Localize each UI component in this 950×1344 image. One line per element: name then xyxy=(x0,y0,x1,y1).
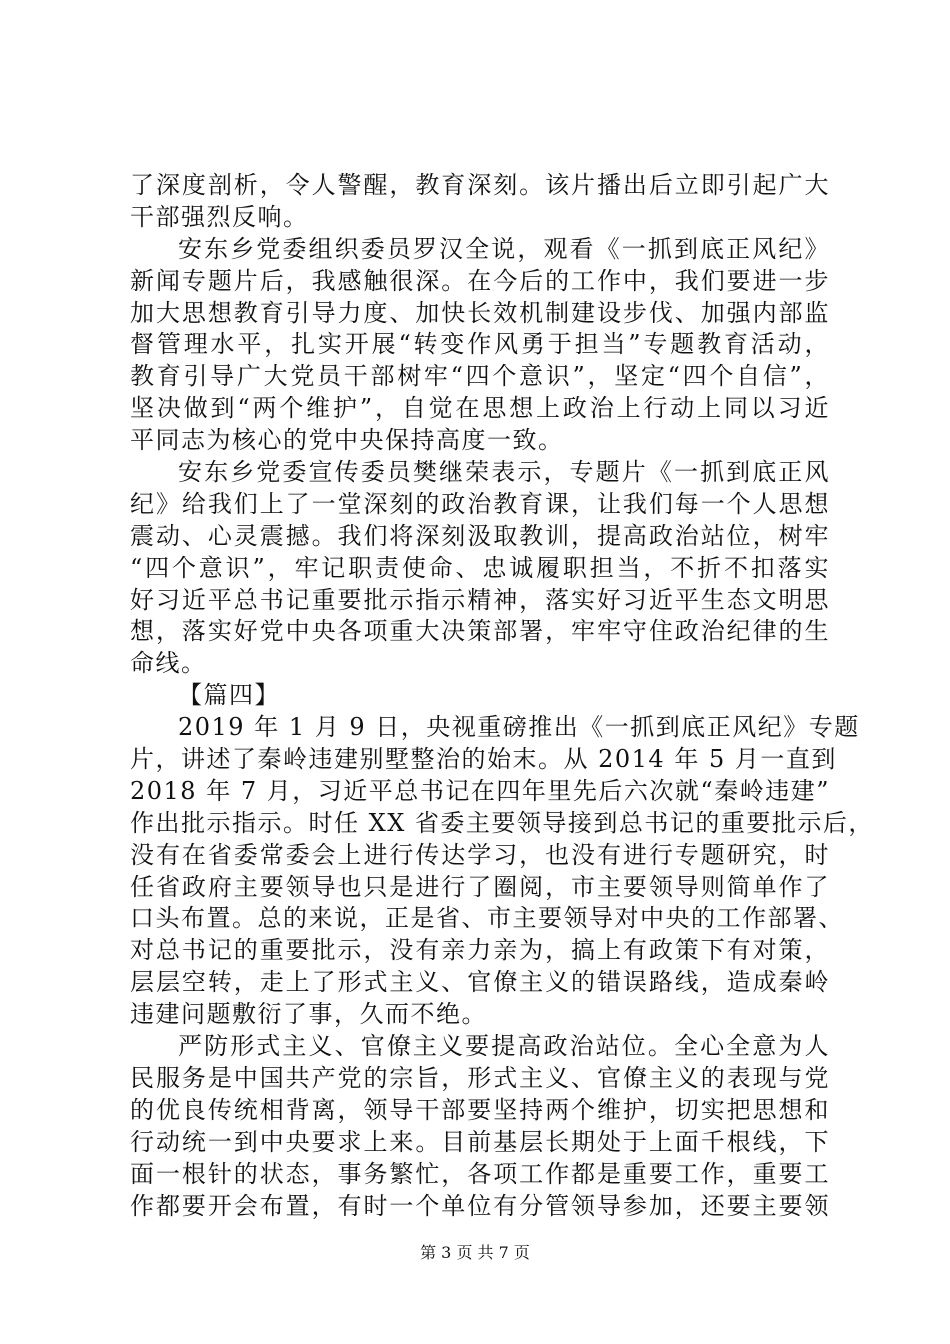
text-line: 违建问题敷衍了事，久而不绝。 xyxy=(130,1000,487,1029)
text-line: 任省政府主要领导也只是进行了圈阅，市主要领导则简单作了 xyxy=(130,872,830,901)
text-line: 2018 年 7 月，习近平总书记在四年里先后六次就“秦岭违建” xyxy=(130,776,830,805)
document-body xyxy=(130,170,874,1222)
text-line: 好习近平总书记重要批示指示精神，落实好习近平生态文明思 xyxy=(130,585,830,614)
text-line: 想，落实好党中央各项重大决策部署，牢牢守住政治纪律的生 xyxy=(130,617,830,646)
text-line: 层层空转，走上了形式主义、官僚主义的错误路线，造成秦岭 xyxy=(130,968,830,997)
text-line: “四个意识”，牢记职责使命、忠诚履职担当，不折不扣落实 xyxy=(130,553,830,582)
text-line: 作都要开会布置，有时一个单位有分管领导参加，还要主要领 xyxy=(130,1191,830,1220)
text-line: 干部强烈反响。 xyxy=(130,202,309,231)
text-line: 命线。 xyxy=(130,649,207,678)
text-line: 教育引导广大党员干部树牢“四个意识”，坚定“四个自信”， xyxy=(130,362,830,391)
text-line: 片，讲述了秦岭违建别墅整治的始末。从 2014 年 5 月一直到 xyxy=(130,745,837,774)
text-line: 安东乡党委宣传委员樊继荣表示，专题片《一抓到底正风 xyxy=(178,458,830,487)
text-line: 平同志为核心的党中央保持高度一致。 xyxy=(130,426,564,455)
text-line: 震动、心灵震撼。我们将深刻汲取教训，提高政治站位，树牢 xyxy=(130,521,830,550)
page-number-footer: 第 3 页 共 7 页 xyxy=(420,1243,530,1262)
text-line: 纪》给我们上了一堂深刻的政治教育课，让我们每一个人思想 xyxy=(130,489,830,518)
text-line: 2019 年 1 月 9 日，央视重磅推出《一抓到底正风纪》专题 xyxy=(178,713,860,742)
text-line: 安东乡党委组织委员罗汉全说，观看《一抓到底正风纪》 xyxy=(178,234,830,263)
text-line: 对总书记的重要批示，没有亲力亲为，搞上有政策下有对策， xyxy=(130,936,830,965)
text-line: 民服务是中国共产党的宗旨，形式主义、官僚主义的表现与党 xyxy=(130,1063,830,1092)
text-line: 坚决做到“两个维护”，自觉在思想上政治上行动上同以习近 xyxy=(130,394,830,423)
text-line: 的优良传统相背离，领导干部要坚持两个维护，切实把思想和 xyxy=(130,1095,830,1124)
text-line: 没有在省委常委会上进行传达学习，也没有进行专题研究，时 xyxy=(130,840,830,869)
text-line: 口头布置。总的来说，正是省、市主要领导对中央的工作部署、 xyxy=(130,904,844,933)
section-heading: 【篇四】 xyxy=(178,681,280,710)
text-line: 面一根针的状态，事务繁忙，各项工作都是重要工作，重要工 xyxy=(130,1159,830,1188)
text-line: 行动统一到中央要求上来。目前基层长期处于上面千根线，下 xyxy=(130,1127,830,1156)
text-line: 作出批示指示。时任 XX 省委主要领导接到总书记的重要批示后， xyxy=(130,808,874,837)
text-line: 了深度剖析，令人警醒，教育深刻。该片播出后立即引起广大 xyxy=(130,171,830,199)
text-line: 新闻专题片后，我感触很深。在今后的工作中，我们要进一步 xyxy=(130,266,830,295)
text-line: 严防形式主义、官僚主义要提高政治站位。全心全意为人 xyxy=(178,1032,830,1061)
text-line: 督管理水平，扎实开展“转变作风勇于担当”专题教育活动， xyxy=(130,330,830,359)
text-line: 加大思想教育引导力度、加快长效机制建设步伐、加强内部监 xyxy=(130,298,830,327)
